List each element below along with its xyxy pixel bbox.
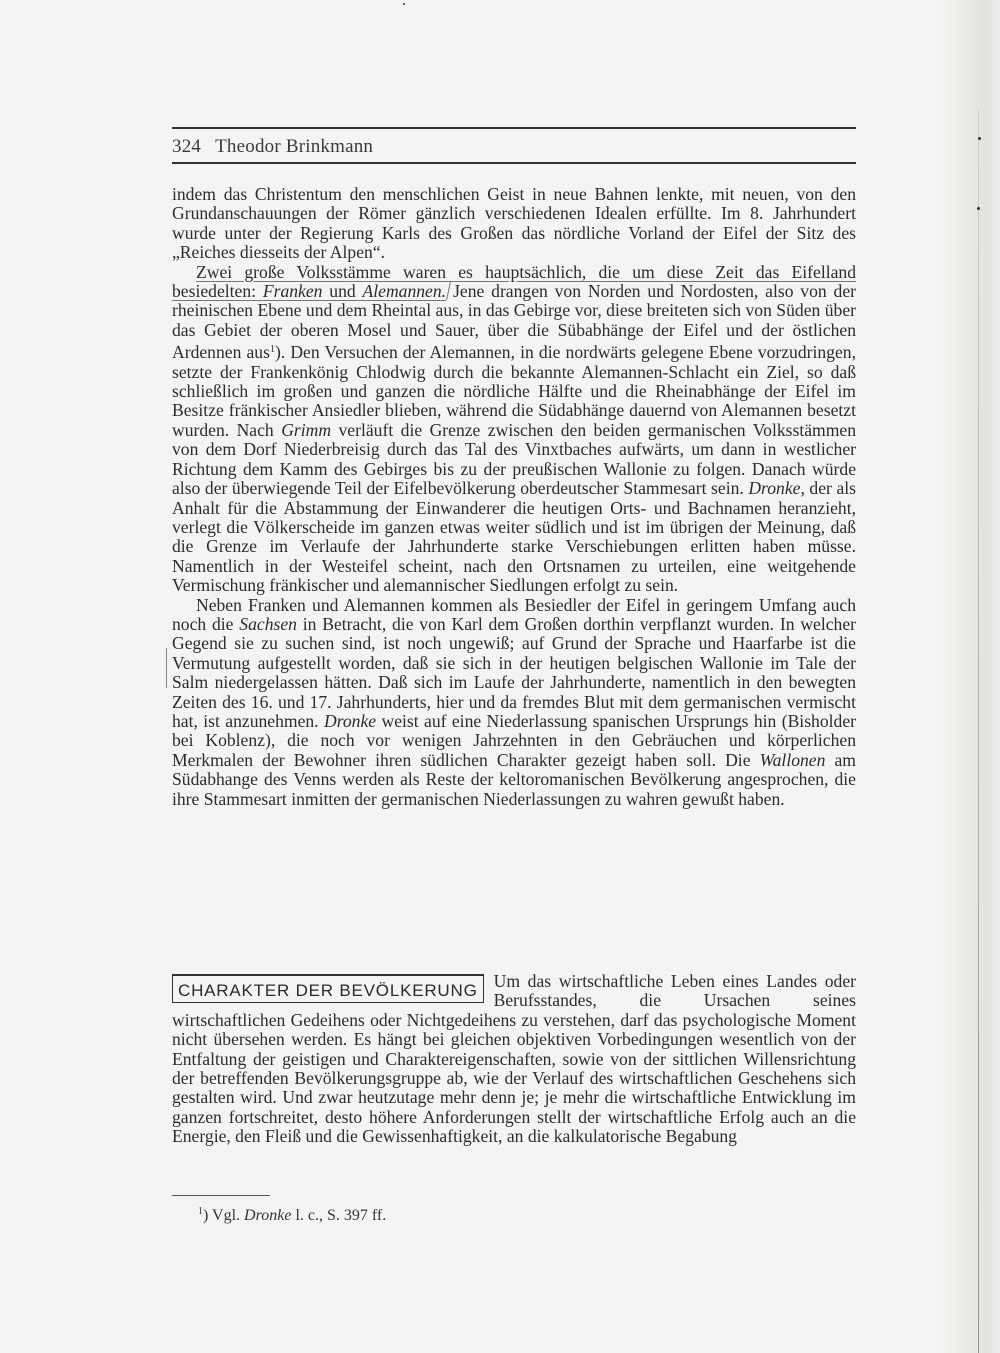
italic-sachsen: Sachsen xyxy=(239,613,297,634)
italic-dronke: Dronke, xyxy=(748,478,805,499)
body-text xyxy=(172,185,856,809)
header-rule-top xyxy=(172,127,856,129)
underlined-passage: Zwei große Volksstämme waren es hauptsächlich, die um diese Zeit das Eifelland besiedelten: Franken und Alemannen. xyxy=(172,261,856,302)
footnote-rule xyxy=(172,1195,270,1196)
footnote-ref: 1 xyxy=(269,344,275,356)
italic-franken: Franken xyxy=(262,281,323,302)
running-head xyxy=(172,136,373,158)
section-heading: CHARAKTER DER BEVÖLKERUNG xyxy=(172,974,484,1003)
section-paragraph: Um das wirtschaftliche Leben eines Landes oder Berufsstandes, die Ursachen seines wirtschaftlichen Gedeihens oder Nichtgedeihens zu verstehen, darf das psychologische Moment nicht übersehen werden. Es hängt bei gleichen objektiven Vorbedingungen wesentlich von der Entfaltung der geistigen und Charaktereigenschaften, sowie von der sittlichen Willensrichtung der betreffenden Bevölkerungsgruppe ab, wie der Verlauf des wirtschaftlichen Geschehens sich gestalten wird. Und zwar heutzutage mehr denn je; je mehr die wirtschaftliche Entwicklung im ganzen fortschreitet, desto höhere Anforderungen stellt der wirtschaftliche Erfolg auch an die Energie, den Fleiß und die Gewissenhaftigkeit, an die kalkulatorische Begabung xyxy=(172,971,856,1147)
section-charakter xyxy=(172,972,856,1147)
paragraph-3: Neben Franken und Alemannen kommen als Besiedler der Eifel in geringem Umfang auch noch die Sachsen in Betracht, die von Karl dem Großen dorthin verpflanzt wurden. In welcher Gegend sie zu suchen sind, ist noch ungewiß; auf Grund der Sprache und Haarfarbe ist die Vermutung aufgestellt worden, daß sie sich in der heutigen belgischen Wallonie im Tale der Salm niedergelassen hätten. Daß sich im Laufe der Jahrhunderte, namentlich in den bewegten Zeiten des 16. und 17. Jahrhunderts, hier und da fremdes Blut mit dem germanischen vermischt hat, ist anzunehmen. Dronke weist auf eine Niederlassung spanischen Ursprungs hin (Bisholder bei Koblenz), die noch vor wenigen Jahrzehnten in den Gebräuchen und körperlichen Merkmalen der Bewohner ihren südlichen Charakter gezeigt haben soll. Die Wallonen am Südabhange des Venns werden als Reste der keltoromanischen Bevölkerung angesprochen, die ihre Stammesart inmitten der germanischen Niederlassungen zu wahren gewußt haben. xyxy=(172,594,856,809)
pencil-margin-mark xyxy=(166,648,167,688)
italic-alemannen: Alemannen. xyxy=(362,281,447,302)
scan-speck xyxy=(403,3,405,5)
footnote-marker: 1 xyxy=(198,1206,203,1217)
italic-dronke: Dronke xyxy=(323,710,377,731)
page-gutter-line xyxy=(978,110,979,1353)
pencil-slash-mark xyxy=(446,282,451,300)
paragraph-2: Zwei große Volksstämme waren es hauptsächlich, die um diese Zeit das Eifelland besiedelten: Franken und Alemannen. Jene drangen von Norden und Nordosten, also von der rheinischen Ebene und dem Rheintal aus, in das Gebirge vor, diese breiteten sich von Süden über das Gebiet der oberen Mosel und Sauer, über die Sübabhänge der Eifel und der östlichen Ardennen aus$^1$). Den Versuchen der Alemannen, in die nordwärts gelegene Ebene vorzudringen, setzte der Frankenkönig Chlodwig durch die bekannte Alemannen-Schlacht ein Ziel, so daß schließlich im großen und ganzen die nördliche Hälfte und die Rheinabhänge der Eifel im Besitze fränkischer Ansiedler blieben, während die Südabhänge dauernd von Alemannen besetzt wurden. Nach Grimm verläuft die Grenze zwischen den beiden germanischen Volksstämmen von dem Dorf Niederbreisig durch das Tal des Vinxtbaches aufwärts, um dann in westlicher Richtung dem Kamm des Gebirges bis zu der preußischen Wallonie zu folgen. Danach würde also der überwiegende Teil der Eifelbevölkerung oberdeutscher Stammesart sein. Dronke, der als Anhalt für die Abstammung der Einwanderer die heutigen Orts- und Bachnamen heranzieht, verlegt die Völkerscheide im ganzen etwas weiter südlich und ist im übrigen der Meinung, daß die Grenze im Verlaufe der Jahrhunderte starke Verschiebungen erlitten haben müsse. Namentlich in der Westeifel scheint, nach den Ortsnamen zu urteilen, eine weitgehende Vermischung fränkischer und alemannischer Siedlungen erfolgt zu sein. xyxy=(172,261,857,596)
footnote-author: Dronke xyxy=(244,1207,292,1224)
italic-wallonen: Wallonen xyxy=(759,749,826,770)
scan-speck xyxy=(978,137,981,140)
paragraph-1: indem das Christentum den menschlichen Geist in neue Bahnen lenkte, mit neuen, von den Grundanschauungen der Römer gänzlich verschiedenen Idealen erfüllte. Im 8. Jahrhundert wurde unter der Regierung Karls des Großen das nördliche Vorland der Eifel der Sitz des „Reiches diesseits der Alpen“. xyxy=(172,184,856,263)
page-edge-shadow xyxy=(940,0,1000,1353)
page-number: 324 xyxy=(172,136,202,157)
scan-speck xyxy=(977,207,980,210)
author-name: Theodor Brinkmann xyxy=(215,136,374,157)
header-rule-bottom xyxy=(172,162,856,164)
footnote: $^1$) Vgl. Dronke l. c., S. 397 ff. xyxy=(198,1206,387,1224)
italic-grimm: Grimm xyxy=(281,419,332,440)
